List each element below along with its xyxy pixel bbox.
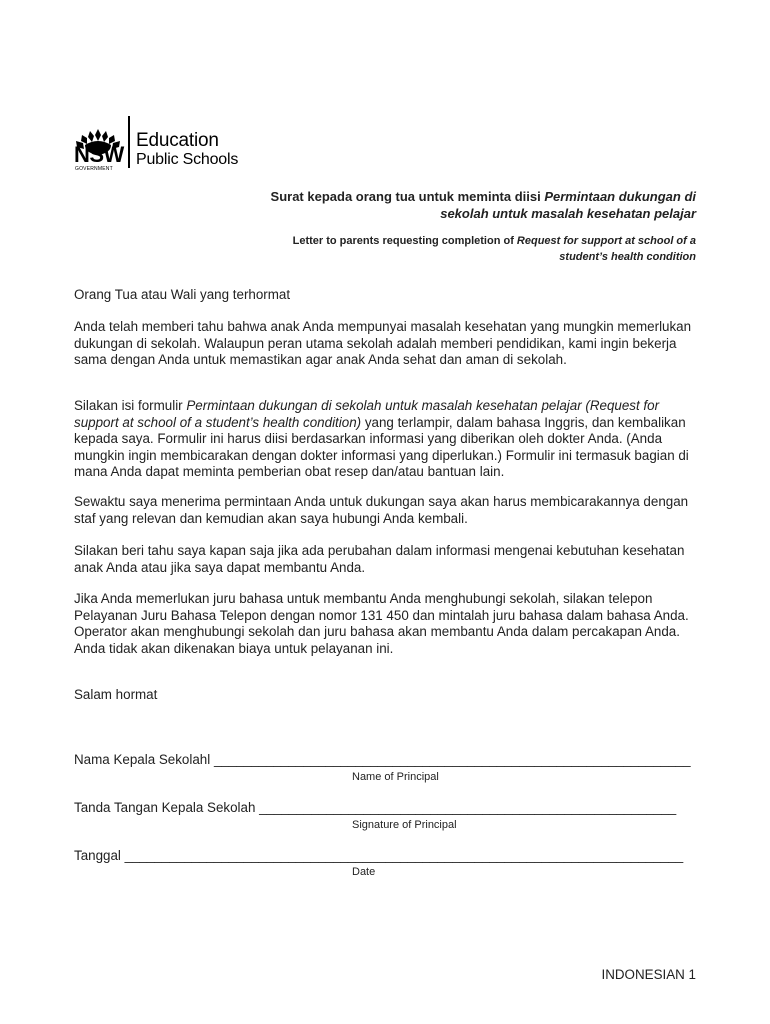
logo-divider (128, 116, 130, 168)
title-indonesian: Surat kepada orang tua untuk meminta diisi Permintaan dukungan di sekolah untuk masalah kesehatan pelajar (270, 189, 696, 221)
public-schools-wordmark: Public Schools (136, 151, 239, 168)
government-wordmark: GOVERNMENT (75, 166, 113, 172)
principal-name-field[interactable]: Nama Kepala Sekolahl ________________________________________________________________ (74, 752, 691, 767)
title-english: Letter to parents requesting completion of Request for support at school of a student’s health condition (292, 235, 696, 263)
paragraph-2: Silakan isi formulir Permintaan dukungan di sekolah untuk masalah kesehatan pelajar (Request for support at school of a student’s health condition) yang terlampir, dalam bahasa Inggris, dan kembalikan kepada saya. Formulir ini harus diisi berdasarkan informasi yang diberikan oleh dokter Anda. (Anda mungkin ingin membicarakan dengan dokter informasi yang diperlukan.) Formulir ini termasuk bagian di mana Anda dapat meminta pemberian obat resep dan/atau bantuan lain. (74, 398, 689, 479)
date-caption: Date (352, 866, 376, 878)
education-wordmark: Education (136, 130, 219, 151)
paragraph-5: Jika Anda memerlukan juru bahasa untuk membantu Anda menghubungi sekolah, silakan telepon Pelayanan Juru Bahasa Telepon dengan nomor 131 450 dan mintalah juru bahasa dalam bahasa Anda. Operator akan menghubungi sekolah dan juru bahasa akan membantu Anda dalam percakapan Anda. Anda tidak akan dikenakan biaya untuk pelayanan ini. (74, 591, 689, 656)
closing: Salam hormat (74, 687, 158, 702)
paragraph-3: Sewaktu saya menerima permintaan Anda untuk dukungan saya akan harus membicarakannya dengan staf yang relevan dan kemudian akan saya hubungi Anda kembali. (74, 494, 689, 526)
paragraph-1: Anda telah memberi tahu bahwa anak Anda mempunyai masalah kesehatan yang mungkin memerlukan dukungan di sekolah. Walaupun peran utama sekolah adalah memberi pendidikan, kami ingin bekerja sama dengan Anda untuk memastikan agar anak Anda sehat dan aman di sekolah. (74, 319, 692, 367)
principal-name-caption: Name of Principal (352, 771, 439, 783)
page-footer: INDONESIAN 1 (601, 967, 696, 982)
nsw-education-logo (73, 114, 263, 170)
principal-signature-caption: Signature of Principal (352, 819, 457, 831)
salutation: Orang Tua atau Wali yang terhormat (74, 287, 291, 302)
paragraph-4: Silakan beri tahu saya kapan saja jika ada perubahan dalam informasi mengenai kebutuhan kesehatan anak Anda atau jika saya dapat membantu Anda. (74, 543, 685, 575)
nsw-wordmark: NSW (74, 142, 124, 167)
date-field[interactable]: Tanggal ___________________________________________________________________________ (74, 848, 684, 863)
principal-signature-field[interactable]: Tanda Tangan Kepala Sekolah ________________________________________________________ (74, 800, 677, 815)
